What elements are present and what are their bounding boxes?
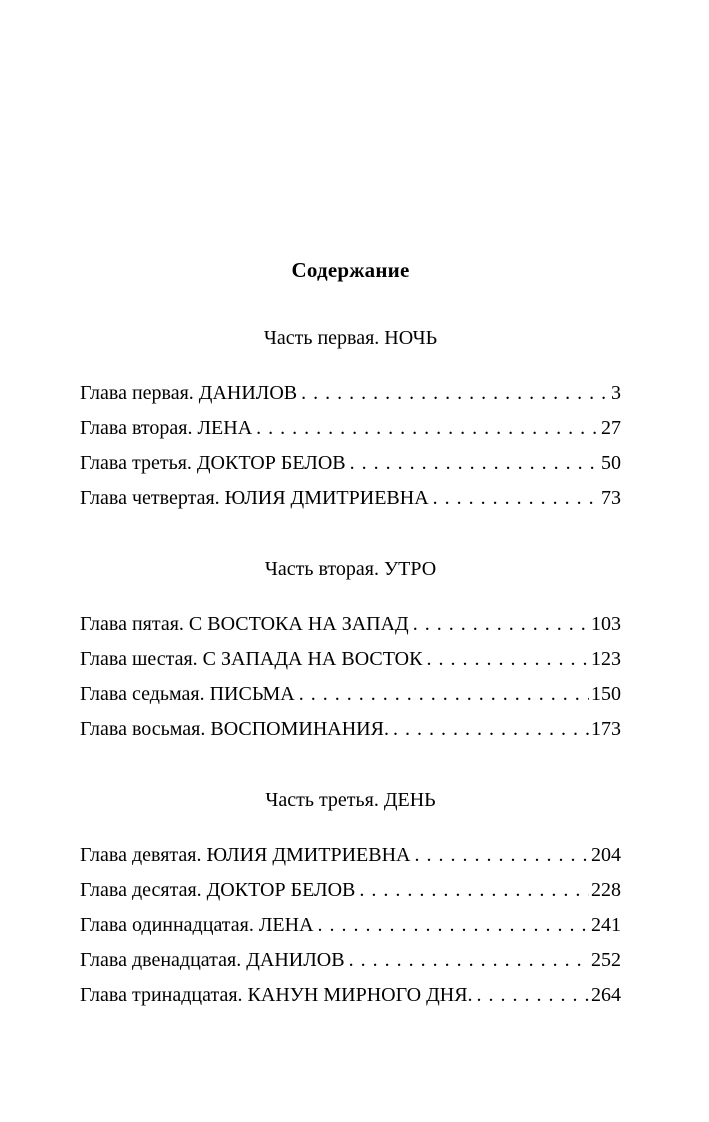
- part-heading: Часть вторая. УТРО: [264, 558, 437, 580]
- entry-label: Глава шестая. С ЗАПАДА НА ВОСТОК: [80, 648, 423, 670]
- entry-label: Глава третья. ДОКТОР БЕЛОВ: [80, 452, 346, 474]
- entry-page: 150: [591, 683, 621, 705]
- dot-leader: [359, 873, 589, 908]
- toc-part: [80, 789, 621, 1013]
- toc-entry: [80, 677, 621, 712]
- entry-label: Глава двенадцатая. ДАНИЛОВ: [80, 949, 345, 971]
- part-entries: [80, 376, 621, 516]
- dot-leader: [299, 677, 589, 712]
- entry-page: 103: [591, 613, 621, 635]
- entry-page: 123: [591, 648, 621, 670]
- entry-page: 50: [601, 452, 621, 474]
- entry-page: 3: [611, 382, 621, 404]
- toc-entry: [80, 908, 621, 943]
- entry-page: 264: [591, 984, 621, 1006]
- entry-page: 27: [601, 417, 621, 439]
- dot-leader: [414, 838, 589, 873]
- toc-entry: [80, 642, 621, 677]
- part-heading: Часть первая. НОЧЬ: [263, 327, 438, 349]
- entry-page: 73: [601, 487, 621, 509]
- toc-entry: [80, 838, 621, 873]
- entry-label: Глава четвертая. ЮЛИЯ ДМИТРИЕВНА: [80, 487, 429, 509]
- toc-entry: [80, 712, 621, 747]
- toc-entry: [80, 607, 621, 642]
- dot-leader: [256, 411, 599, 446]
- dot-leader: [350, 446, 599, 481]
- entry-label: Глава пятая. С ВОСТОКА НА ЗАПАД: [80, 613, 409, 635]
- entry-label: Глава тринадцатая. КАНУН МИРНОГО ДНЯ.: [80, 984, 473, 1006]
- toc-title: Содержание: [291, 258, 410, 282]
- entry-page: 252: [591, 949, 621, 971]
- dot-leader: [318, 908, 589, 943]
- dot-leader: [433, 481, 599, 516]
- dot-leader: [413, 607, 589, 642]
- entry-page: 173: [591, 718, 621, 740]
- entry-label: Глава десятая. ДОКТОР БЕЛОВ: [80, 879, 356, 901]
- dot-leader: [393, 712, 589, 747]
- toc-entry: [80, 376, 621, 411]
- toc-entry: [80, 481, 621, 516]
- toc-entry: [80, 873, 621, 908]
- entry-label: Глава вторая. ЛЕНА: [80, 417, 253, 439]
- entry-label: Глава девятая. ЮЛИЯ ДМИТРИЕВНА: [80, 844, 411, 866]
- entry-page: 204: [591, 844, 621, 866]
- toc-part: [80, 558, 621, 747]
- dot-leader: [301, 376, 609, 411]
- entry-label: Глава одиннадцатая. ЛЕНА: [80, 914, 314, 936]
- toc-part: [80, 327, 621, 516]
- part-heading: Часть третья. ДЕНЬ: [265, 789, 436, 811]
- part-entries: [80, 838, 621, 1013]
- entry-label: Глава первая. ДАНИЛОВ: [80, 382, 298, 404]
- dot-leader: [477, 978, 589, 1013]
- entry-label: Глава восьмая. ВОСПОМИНАНИЯ.: [80, 718, 389, 740]
- toc-entry: [80, 978, 621, 1013]
- toc-entry: [80, 446, 621, 481]
- dot-leader: [349, 943, 589, 978]
- entry-page: 241: [591, 914, 621, 936]
- part-entries: [80, 607, 621, 747]
- entry-label: Глава седьмая. ПИСЬМА: [80, 683, 295, 705]
- toc-entry: [80, 943, 621, 978]
- dot-leader: [426, 642, 589, 677]
- toc-entry: [80, 411, 621, 446]
- entry-page: 228: [591, 879, 621, 901]
